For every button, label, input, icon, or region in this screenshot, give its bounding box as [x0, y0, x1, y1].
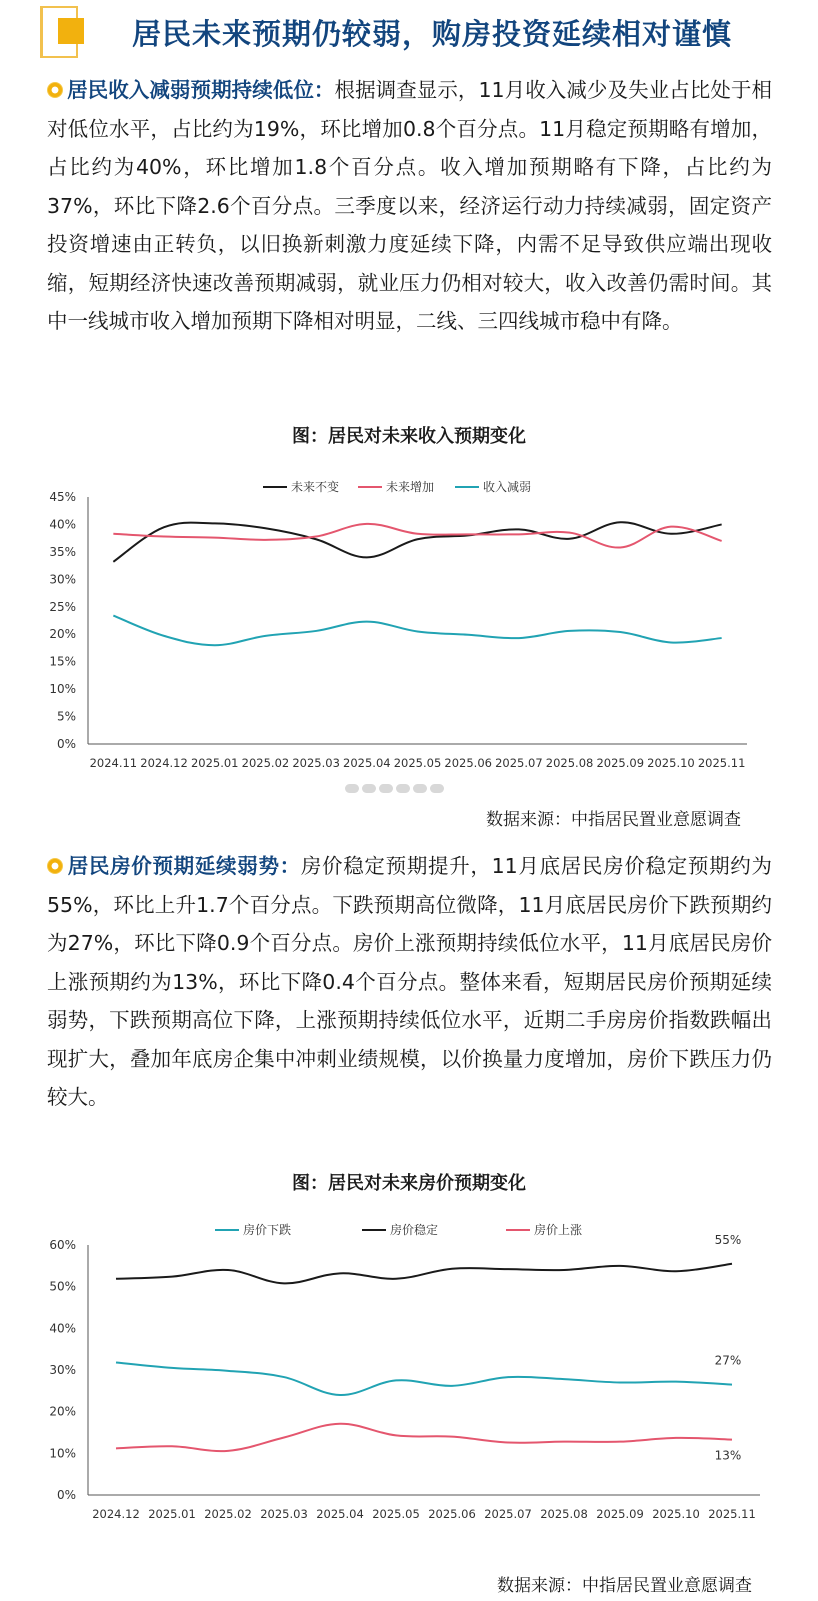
bullet-icon [47, 858, 63, 874]
chart1-y-tick-label: 10% [49, 682, 76, 697]
chart1-x-tick-label: 2025.03 [292, 756, 340, 770]
chart2-series-line [116, 1363, 732, 1396]
chart2-x-tick-label: 2025.02 [204, 1507, 252, 1521]
house-price-expectation-chart [0, 1210, 818, 1540]
chart1-y-tick-label: 40% [49, 517, 76, 532]
chart2-series-line [116, 1424, 732, 1451]
chart2-x-tick-label: 2025.08 [540, 1507, 588, 1521]
chart2-container [0, 1210, 818, 1540]
chart2-y-tick-label: 50% [49, 1279, 76, 1294]
chart2-legend-label: 房价稳定 [390, 1223, 439, 1237]
image-scroll-indicator [345, 778, 465, 792]
section1-lead: 居民收入减弱预期持续低位： [67, 78, 335, 102]
section2-paragraph [47, 847, 772, 1117]
chart2-x-tick-label: 2025.06 [428, 1507, 476, 1521]
chart1-title: 图：居民对未来收入预期变化 [292, 426, 526, 447]
chart2-y-tick-label: 40% [49, 1321, 76, 1336]
chart1-series-line [113, 524, 721, 548]
chart1-y-tick-label: 35% [49, 544, 76, 559]
chart2-x-tick-label: 2025.03 [260, 1507, 308, 1521]
chart1-container [0, 466, 818, 786]
chart1-x-tick-label: 2025.08 [545, 756, 594, 770]
chart1-legend-label: 收入减弱 [483, 480, 532, 494]
income-expectation-chart [0, 466, 818, 786]
chart1-x-tick-label: 2025.06 [444, 756, 492, 770]
chart2-y-tick-label: 30% [49, 1363, 76, 1377]
chart2-end-data-label: 27% [714, 1353, 742, 1368]
chart2-y-tick-label: 0% [56, 1488, 76, 1502]
chart2-x-tick-label: 2025.05 [372, 1507, 420, 1521]
title-square-icon [58, 18, 84, 44]
section2-lead: 居民房价预期延续弱势： [67, 854, 301, 878]
chart1-x-tick-label: 2025.01 [190, 756, 239, 770]
chart2-legend-label: 房价下跌 [243, 1223, 292, 1237]
chart2-source: 数据来源：中指居民置业意愿调查 [497, 1576, 752, 1596]
chart1-y-tick-label: 30% [49, 572, 76, 587]
chart1-x-tick-label: 2024.11 [89, 756, 138, 770]
chart2-legend-label: 房价上涨 [534, 1223, 583, 1237]
chart2-series-line [116, 1264, 732, 1284]
chart1-y-tick-label: 0% [56, 737, 76, 751]
chart1-x-tick-label: 2025.09 [596, 756, 645, 770]
chart1-series-line [113, 522, 721, 562]
section1-paragraph [47, 71, 772, 341]
header [0, 0, 818, 66]
bullet-icon [47, 82, 63, 98]
page-title: 居民未来预期仍较弱，购房投资延续相对谨慎 [132, 17, 733, 51]
chart1-x-tick-label: 2025.05 [393, 756, 442, 770]
chart2-y-tick-label: 60% [49, 1238, 76, 1252]
chart2-end-data-label: 13% [714, 1448, 742, 1463]
chart1-x-tick-label: 2025.04 [343, 756, 391, 770]
chart1-x-tick-label: 2025.02 [241, 756, 290, 770]
chart1-x-tick-label: 2025.10 [647, 756, 695, 770]
chart2-x-tick-label: 2025.10 [652, 1507, 700, 1521]
chart1-legend-label: 未来增加 [386, 480, 435, 494]
chart1-y-tick-label: 20% [49, 627, 76, 642]
chart2-x-tick-label: 2025.01 [148, 1507, 196, 1521]
chart2-x-tick-label: 2025.09 [596, 1507, 644, 1521]
chart1-x-tick-label: 2025.11 [697, 756, 746, 770]
chart1-y-tick-label: 45% [49, 490, 76, 504]
section1-body: 根据调查显示，11月收入减少及失业占比处于相对低位水平，占比约为19%，环比增加0.8个百分点。11月稳定预期略有增加，占比约为40%，环比增加1.8个百分点。收入增加预期略有下降，占比约为37%，环比下降2.6个百分点。三季度以来，经济运行动力持续减弱，固定资产投资增速由正转负，以旧换新刺激力度延续下降，内需不足导致供应端出现收缩，短期经济快速改善预期减弱，就业压力仍相对较大，收入改善仍需时间。其中一线城市收入增加预期下降相对明显，二线、三四线城市稳中有降。 [47, 78, 772, 333]
chart2-y-tick-label: 20% [49, 1404, 76, 1419]
chart1-y-tick-label: 15% [49, 654, 76, 669]
chart2-end-data-label: 55% [714, 1232, 742, 1247]
chart1-y-tick-label: 5% [56, 709, 76, 724]
chart1-x-tick-label: 2025.07 [495, 756, 543, 770]
chart2-title: 图：居民对未来房价预期变化 [292, 1173, 526, 1194]
chart2-y-tick-label: 10% [49, 1446, 76, 1461]
chart2-x-tick-label: 2024.12 [92, 1507, 140, 1521]
chart2-x-tick-label: 2025.11 [708, 1507, 756, 1521]
chart2-x-tick-label: 2025.04 [316, 1507, 364, 1521]
chart1-y-tick-label: 25% [49, 599, 76, 614]
chart1-legend-label: 未来不变 [291, 480, 340, 494]
section2-body: 房价稳定预期提升，11月底居民房价稳定预期约为55%，环比上升1.7个百分点。下跌预期高位微降，11月底居民房价下跌预期约为27%，环比下降0.9个百分点。房价上涨预期持续低位水平，11月底居民房价上涨预期约为13%，环比下降0.4个百分点。整体来看，短期居民房价预期延续弱势，下跌预期高位下降，上涨预期持续低位水平，近期二手房房价指数跌幅出现扩大，叠加年底房企集中冲刺业绩规模，以价换量力度增加，房价下跌压力仍较大。 [47, 854, 773, 1109]
chart1-source: 数据来源：中指居民置业意愿调查 [486, 810, 741, 830]
chart1-series-line [113, 616, 721, 646]
chart1-x-tick-label: 2024.12 [140, 756, 188, 770]
chart2-x-tick-label: 2025.07 [484, 1507, 532, 1521]
